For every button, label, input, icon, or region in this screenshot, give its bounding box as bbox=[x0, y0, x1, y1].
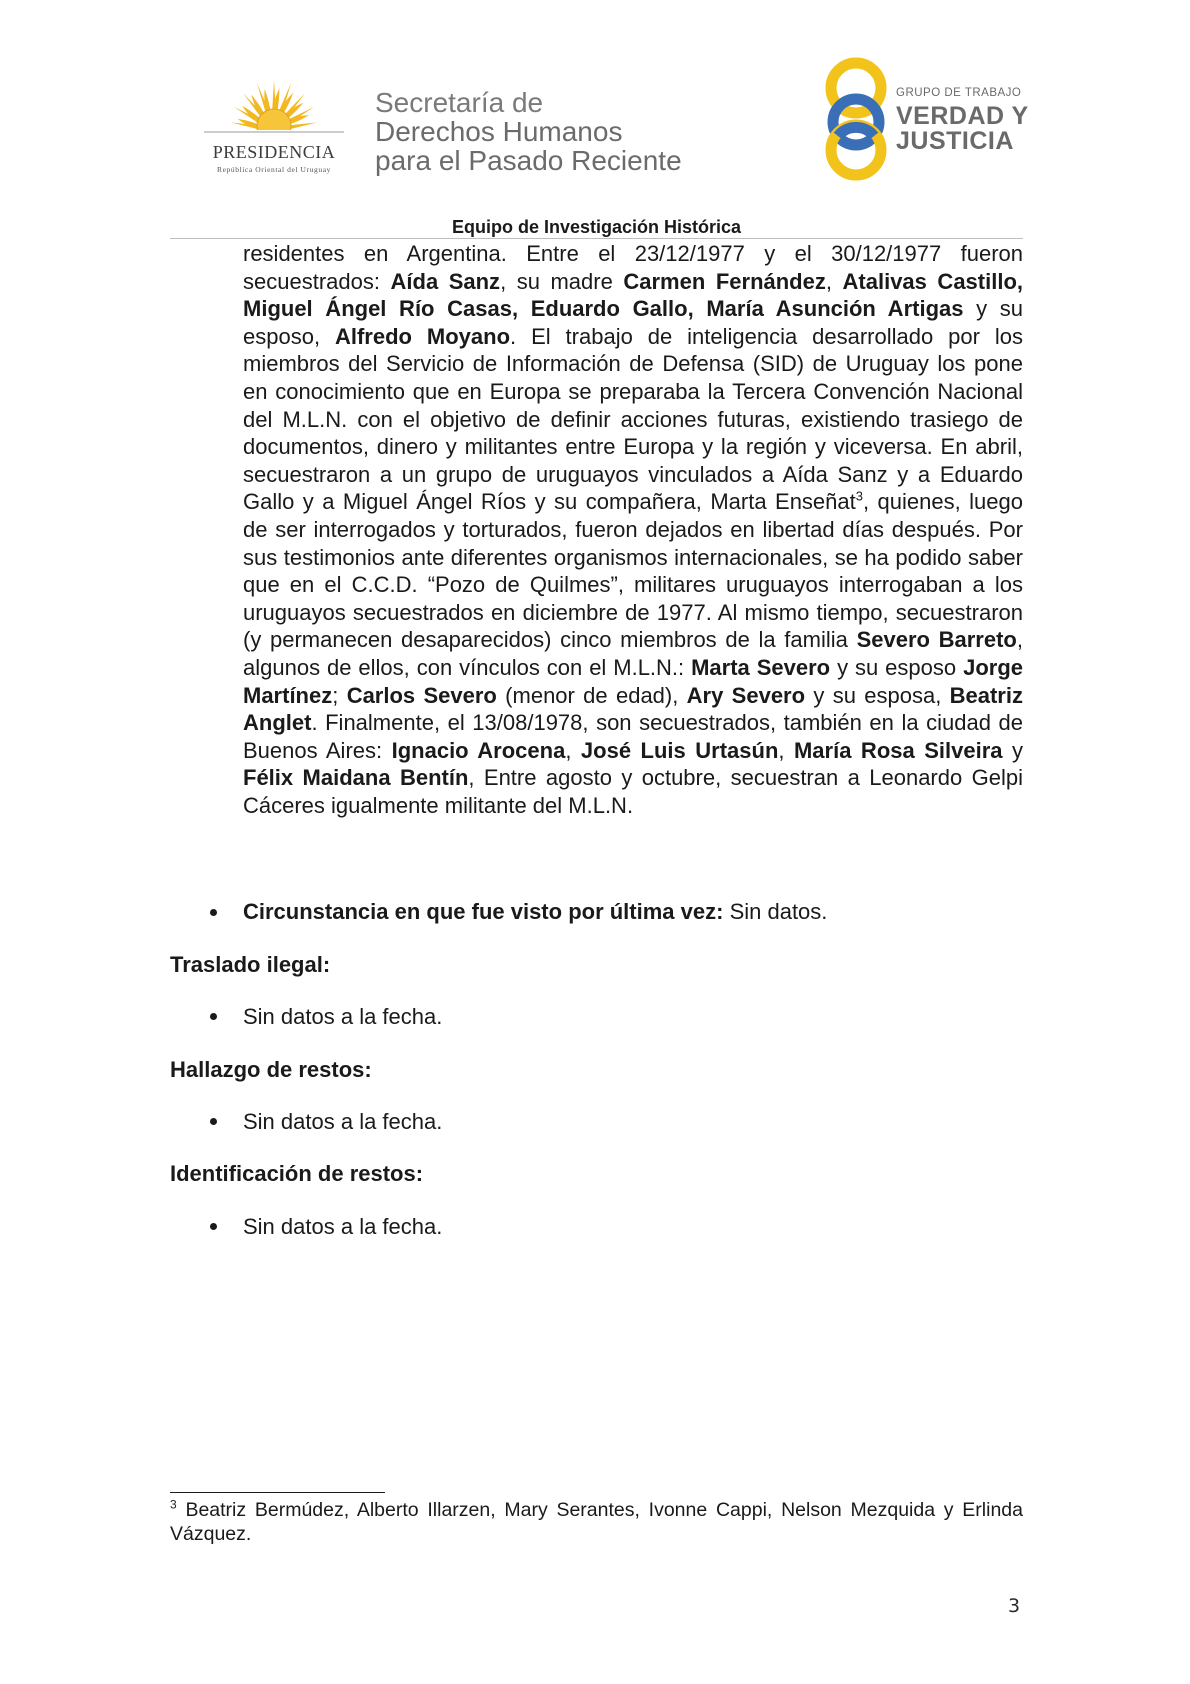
bold-name: Carlos Severo bbox=[346, 682, 497, 708]
header-divider bbox=[170, 238, 1023, 239]
verdad-justicia-logo bbox=[818, 54, 1038, 182]
paragraph-text: residentes en Argentina. Entre el 23/12/1977 y el 30/12/1977 fueron secuestrados: bbox=[243, 241, 1023, 294]
paragraph-text: , algunos de ellos, con vínculos con el M.L.N.: bbox=[243, 627, 1023, 680]
bullet-icon bbox=[208, 1221, 218, 1231]
bold-name: Ary Severo bbox=[686, 682, 806, 708]
bold-name: Aída Sanz bbox=[390, 268, 501, 294]
presidencia-subtitle: República Oriental del Uruguay bbox=[216, 165, 331, 174]
paragraph-text: . El trabajo de inteligencia desarrollado por los miembros del Servicio de Información de Defensa (SID) de Uruguay los pone en conocimiento que en Europa se preparaba la Tercera Convención Nacional del M.L.N. con el objetivo de definir acciones futuras, existiendo trasiego de documentos, dinero y militantes entre Europa y la región y viceversa. En abril, secuestraron a un grupo de uruguayos vinculados a Aída Sanz y a Eduardo Gallo y a Miguel Ángel Ríos y su compañera, Marta Enseñat bbox=[243, 323, 1023, 515]
paragraph-text: , bbox=[565, 737, 581, 763]
circumstance-label: Circunstancia en que fue visto por última vez: bbox=[243, 899, 724, 924]
bold-name: Beatriz Anglet bbox=[243, 682, 1023, 736]
bold-name: Atalivas Castillo, Miguel Ángel Río Casas, Eduardo Gallo, María Asunción Artigas bbox=[243, 268, 1023, 322]
main-paragraph bbox=[243, 240, 1023, 819]
page-number: 3 bbox=[1008, 1595, 1021, 1617]
grupo-small-label: GRUPO DE TRABAJO bbox=[896, 87, 1022, 99]
bold-name: Marta Severo bbox=[691, 654, 831, 680]
presidencia-name: PRESIDENCIA bbox=[212, 142, 336, 162]
bold-name: Félix Maidana Bentín bbox=[243, 765, 469, 791]
paragraph-text: y su esposo bbox=[830, 654, 964, 680]
secretaria-line-3: para el Pasado Reciente bbox=[375, 145, 682, 176]
grupo-line-1: VERDAD Y bbox=[896, 101, 1029, 130]
bold-name: Alfredo Moyano bbox=[334, 323, 511, 349]
paragraph-text: , su madre bbox=[500, 268, 624, 294]
paragraph-text: , bbox=[825, 268, 843, 294]
paragraph-text: y su esposa, bbox=[805, 682, 950, 708]
running-header-title: Equipo de Investigación Histórica bbox=[451, 217, 742, 237]
secretaria-logo-text bbox=[375, 88, 682, 175]
presidencia-sun-emblem bbox=[194, 78, 354, 142]
paragraph-text: ; bbox=[332, 682, 347, 708]
bullet-icon bbox=[208, 1011, 218, 1021]
circumstance-value: Sin datos. bbox=[729, 899, 828, 924]
bold-name: María Rosa Silveira bbox=[793, 737, 1003, 763]
paragraph-text: (menor de edad), bbox=[496, 682, 687, 708]
bold-name: Jorge Martínez bbox=[243, 654, 1023, 708]
circumstance-item bbox=[243, 898, 1023, 926]
secretaria-line-2: Derechos Humanos bbox=[375, 116, 623, 147]
verdad-justicia-text bbox=[896, 88, 1029, 154]
presidencia-logo bbox=[194, 78, 354, 178]
paragraph-text: . Finalmente, el 13/08/1978, son secuestrados, también en la ciudad de Buenos Aires: bbox=[243, 710, 1023, 763]
paragraph-text: y bbox=[1002, 737, 1023, 763]
footnote-number: 3 bbox=[170, 1497, 177, 1512]
bold-name: José Luis Urtasún bbox=[580, 737, 779, 763]
paragraph-text: , bbox=[778, 737, 794, 763]
footnote bbox=[170, 1498, 1023, 1546]
bullet-icon bbox=[208, 907, 218, 917]
bold-name: Ignacio Arocena bbox=[391, 737, 566, 763]
section-item: Sin datos a la fecha. bbox=[243, 1214, 443, 1239]
paragraph-text: , quienes, luego de ser interrogados y torturados, fueron dejados en libertad días después. Por sus testimonios ante diferentes organismos internacionales, se ha podido saber que en el C.C.D. “Pozo de Quilmes”, militares uruguayos interrogaban a los uruguayos secuestrados en diciembre de 1977. Al mismo tiempo, secuestraron (y permanecen desaparecidos) cinco miembros de la familia bbox=[243, 489, 1023, 653]
section-heading: Hallazgo de restos: bbox=[170, 1057, 372, 1082]
footnote-reference: 3 bbox=[855, 489, 863, 505]
section-heading: Identificación de restos: bbox=[170, 1161, 424, 1186]
footnote-separator bbox=[170, 1492, 385, 1493]
section-item: Sin datos a la fecha. bbox=[243, 1109, 443, 1134]
section-item: Sin datos a la fecha. bbox=[243, 1004, 443, 1029]
bold-name: Severo Barreto bbox=[856, 627, 1017, 653]
verdad-justicia-rings-logo bbox=[818, 54, 894, 182]
bullet-icon bbox=[208, 1116, 218, 1126]
footnote-text: Beatriz Bermúdez, Alberto Illarzen, Mary Serantes, Ivonne Cappi, Nelson Mezquida y Erlinda Vázquez. bbox=[170, 1499, 1023, 1545]
section-heading: Traslado ilegal: bbox=[170, 952, 331, 977]
grupo-line-2: JUSTICIA bbox=[896, 126, 1014, 155]
bold-name: Carmen Fernández bbox=[623, 268, 826, 294]
paragraph-text: y su esposo, bbox=[243, 296, 1023, 349]
secretaria-line-1: Secretaría de bbox=[375, 87, 544, 118]
paragraph-text: , Entre agosto y octubre, secuestran a Leonardo Gelpi Cáceres igualmente militante del M.L.N. bbox=[243, 765, 1023, 818]
